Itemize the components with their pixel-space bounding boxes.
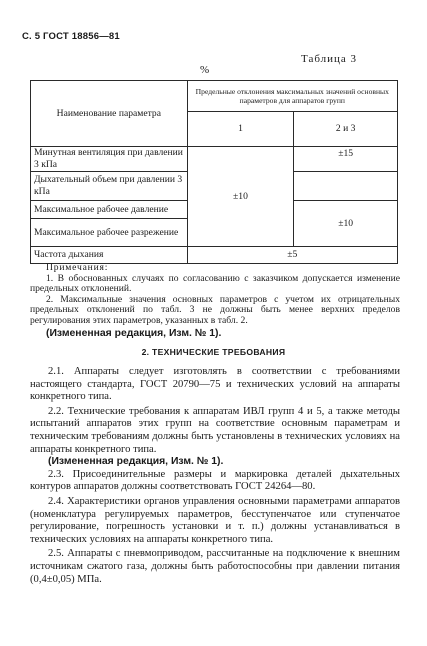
- value-all-groups-pm5: ±5: [187, 247, 397, 264]
- clause-2-5: 2.5. Аппараты с пневмоприводом, рассчитанные на подключение к внешним источникам сжатого газа, должны быть работоспособны при давлении питания (0,4±0,05) МПа.: [30, 548, 400, 585]
- amendment-note: (Измененная редакция, Изм. № 1).: [46, 327, 222, 339]
- parameters-table: [30, 80, 398, 264]
- value-group23-pm10: ±10: [294, 201, 398, 247]
- note-2: 2. Максимальные значения основных параметров с учетом их отрицательных предельных отклонений по табл. 3 не должны быть менее верхних пределов регулирования этих параметров, указанных в табл. 2.: [30, 293, 400, 326]
- value-group23-pm15: ±15: [294, 147, 398, 172]
- table-caption: Таблица 3: [301, 53, 358, 65]
- clause-2-1: 2.1. Аппараты следует изготовлять в соответствии с требованиями настоящего стандарта, ГОСТ 20790—75 и технических условий на аппараты конкретного типа.: [30, 366, 400, 403]
- table-notes: [30, 263, 400, 339]
- row-breathing-rate: Частота дыхания: [31, 247, 188, 264]
- column-header-group-limits: Предельные отклонения максимальных значений основных параметров для аппаратов групп: [187, 81, 397, 112]
- column-header-group-1: 1: [187, 112, 294, 147]
- note-1: 1. В обоснованных случаях по согласованию с заказчиком допускается изменение предельных отклонений.: [30, 272, 400, 295]
- section-body: [30, 366, 400, 586]
- percent-unit: %: [200, 64, 210, 76]
- row-minute-ventilation: Минутная вентиляция при давлении 3 кПа: [31, 147, 188, 172]
- row-max-working-vacuum: Максимальное рабочее разрежение: [31, 219, 188, 247]
- clause-2-4: 2.4. Характеристики органов управления основными параметрами аппаратов (номенклатура регулируемых параметров, бесступенчатое или ступенчатое регулирование, погрешность установки и т. п.) должны устанавливаться в технических условиях на аппараты конкретного типа.: [30, 495, 400, 545]
- clause-2-2: 2.2. Технические требования к аппаратам ИВЛ групп 4 и 5, а также методы испытаний аппаратов этих групп на соответствие основным параметрам и техническим требованиям должны быть установлены в технических условиях на аппараты конкретного типа.: [30, 405, 400, 455]
- amendment-note: (Измененная редакция, Изм. № 1).: [48, 456, 224, 468]
- notes-title: Примечания:: [46, 262, 109, 273]
- row-max-working-pressure: Максимальное рабочее давление: [31, 201, 188, 219]
- column-header-group-2-3: 2 и 3: [294, 112, 398, 147]
- page-header: С. 5 ГОСТ 18856—81: [22, 31, 120, 42]
- row-tidal-volume: Дыхательный объем при давлении 3 кПа: [31, 172, 188, 201]
- section-title: 2. ТЕХНИЧЕСКИЕ ТРЕБОВАНИЯ: [141, 347, 286, 357]
- empty-cell: [294, 172, 398, 201]
- value-group1-pm10: ±10: [187, 147, 294, 247]
- clause-2-3: 2.3. Присоединительные размеры и маркировка деталей дыхательных контуров аппаратов должны соответствовать ГОСТ 24264—80.: [30, 468, 400, 493]
- column-header-parameter: Наименование параметра: [31, 81, 188, 147]
